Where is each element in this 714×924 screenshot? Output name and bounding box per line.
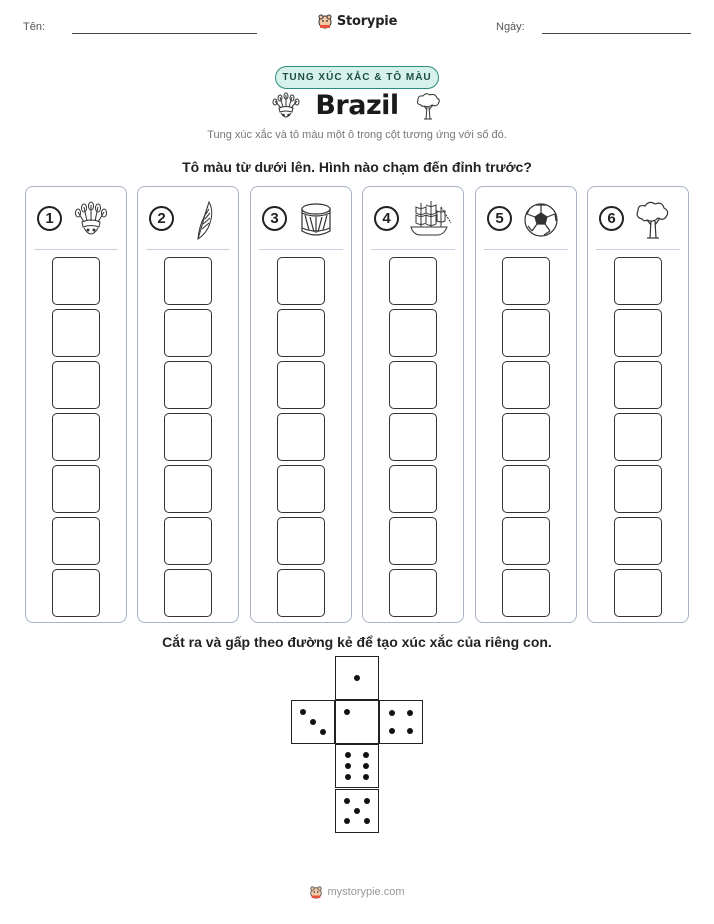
color-box[interactable]: [52, 465, 100, 513]
column-header: [588, 197, 688, 243]
column-header: [476, 197, 576, 243]
dice-face-1[interactable]: [335, 656, 379, 700]
color-box[interactable]: [389, 257, 437, 305]
color-box[interactable]: [52, 257, 100, 305]
color-box[interactable]: [277, 257, 325, 305]
color-box[interactable]: [277, 413, 325, 461]
pip: [364, 818, 370, 824]
column-header: [251, 197, 351, 243]
column-divider: [371, 249, 455, 250]
storypie-mascot-icon: [309, 885, 323, 899]
color-box[interactable]: [502, 465, 550, 513]
column-5: [475, 186, 577, 623]
sailing-ship-icon: [407, 199, 453, 241]
footer: [0, 885, 714, 899]
column-number: 4: [374, 206, 399, 231]
pip: [363, 774, 369, 780]
pip: [407, 728, 413, 734]
color-box[interactable]: [52, 361, 100, 409]
color-box[interactable]: [389, 569, 437, 617]
date-line: [542, 33, 691, 34]
color-box[interactable]: [52, 413, 100, 461]
color-box[interactable]: [277, 309, 325, 357]
color-box[interactable]: [614, 257, 662, 305]
column-divider: [146, 249, 230, 250]
pip: [344, 818, 350, 824]
color-box[interactable]: [277, 569, 325, 617]
pip: [363, 752, 369, 758]
color-box[interactable]: [614, 309, 662, 357]
soccer-ball-icon: [520, 199, 562, 241]
color-box[interactable]: [164, 257, 212, 305]
title-row: [0, 90, 714, 121]
color-box[interactable]: [52, 309, 100, 357]
brand-name: Storypie: [336, 13, 398, 29]
column-header: [138, 197, 238, 243]
pip: [354, 808, 360, 814]
pip: [364, 798, 370, 804]
column-number: 2: [149, 206, 174, 231]
color-box[interactable]: [52, 569, 100, 617]
column-divider: [596, 249, 680, 250]
color-box[interactable]: [614, 465, 662, 513]
pip: [407, 710, 413, 716]
color-box[interactable]: [614, 413, 662, 461]
color-box[interactable]: [502, 309, 550, 357]
color-box[interactable]: [502, 413, 550, 461]
color-box[interactable]: [277, 465, 325, 513]
pip: [320, 729, 326, 735]
tree-icon: [413, 91, 443, 121]
pip: [363, 763, 369, 769]
pip: [389, 728, 395, 734]
column-number: 1: [37, 206, 62, 231]
dice-face-6[interactable]: [335, 744, 379, 788]
brand-logo: [0, 13, 714, 29]
color-box[interactable]: [614, 361, 662, 409]
column-divider: [484, 249, 568, 250]
column-number: 3: [262, 206, 287, 231]
instruction-top: Tô màu từ dưới lên. Hình nào chạm đến đỉnh trước?: [182, 159, 532, 175]
instruction-bottom: Cắt ra và gấp theo đường kẻ để tạo xúc xắc của riêng con.: [162, 634, 552, 650]
column-1: [25, 186, 127, 623]
column-divider: [259, 249, 343, 250]
page-title: Brazil: [315, 90, 399, 121]
pip: [345, 774, 351, 780]
name-label: Tên:: [23, 21, 46, 33]
dice-face-4[interactable]: [379, 700, 423, 744]
pip: [345, 763, 351, 769]
color-box[interactable]: [277, 361, 325, 409]
pip: [310, 719, 316, 725]
name-line: [72, 33, 257, 34]
headdress-icon: [271, 91, 301, 121]
feather-icon: [182, 199, 224, 241]
color-box[interactable]: [389, 413, 437, 461]
color-box[interactable]: [164, 413, 212, 461]
color-box[interactable]: [277, 517, 325, 565]
dice-face-5[interactable]: [335, 789, 379, 833]
subtitle: Tung xúc xắc và tô màu một ô trong cột tương ứng với số đó.: [207, 129, 507, 141]
pip: [344, 709, 350, 715]
color-box[interactable]: [389, 517, 437, 565]
column-number: 6: [599, 206, 624, 231]
column-3: [250, 186, 352, 623]
column-number: 5: [487, 206, 512, 231]
column-divider: [34, 249, 118, 250]
dice-face-center-1[interactable]: [335, 700, 379, 744]
color-box[interactable]: [502, 517, 550, 565]
date-label: Ngày:: [496, 21, 525, 33]
pip: [344, 798, 350, 804]
color-box[interactable]: [52, 517, 100, 565]
column-header: [26, 197, 126, 243]
color-box[interactable]: [389, 361, 437, 409]
tree-icon: [632, 199, 674, 241]
feather-headdress-icon: [70, 199, 112, 241]
drum-icon: [295, 199, 337, 241]
color-box[interactable]: [389, 465, 437, 513]
color-box[interactable]: [164, 309, 212, 357]
color-box[interactable]: [164, 361, 212, 409]
pip: [345, 752, 351, 758]
footer-url[interactable]: mystorypie.com: [327, 886, 405, 898]
color-box[interactable]: [502, 257, 550, 305]
activity-badge: TUNG XÚC XẮC & TÔ MÀU: [275, 66, 439, 89]
color-box[interactable]: [614, 517, 662, 565]
color-box[interactable]: [502, 361, 550, 409]
column-4: [362, 186, 464, 623]
column-header: [363, 197, 463, 243]
dice-face-3[interactable]: [291, 700, 335, 744]
storypie-mascot-icon: [317, 13, 333, 29]
pip: [389, 710, 395, 716]
color-box[interactable]: [164, 465, 212, 513]
pip: [300, 709, 306, 715]
column-2: [137, 186, 239, 623]
color-box[interactable]: [164, 569, 212, 617]
pip: [354, 675, 360, 681]
color-box[interactable]: [502, 569, 550, 617]
color-box[interactable]: [614, 569, 662, 617]
color-box[interactable]: [389, 309, 437, 357]
color-box[interactable]: [164, 517, 212, 565]
column-6: [587, 186, 689, 623]
